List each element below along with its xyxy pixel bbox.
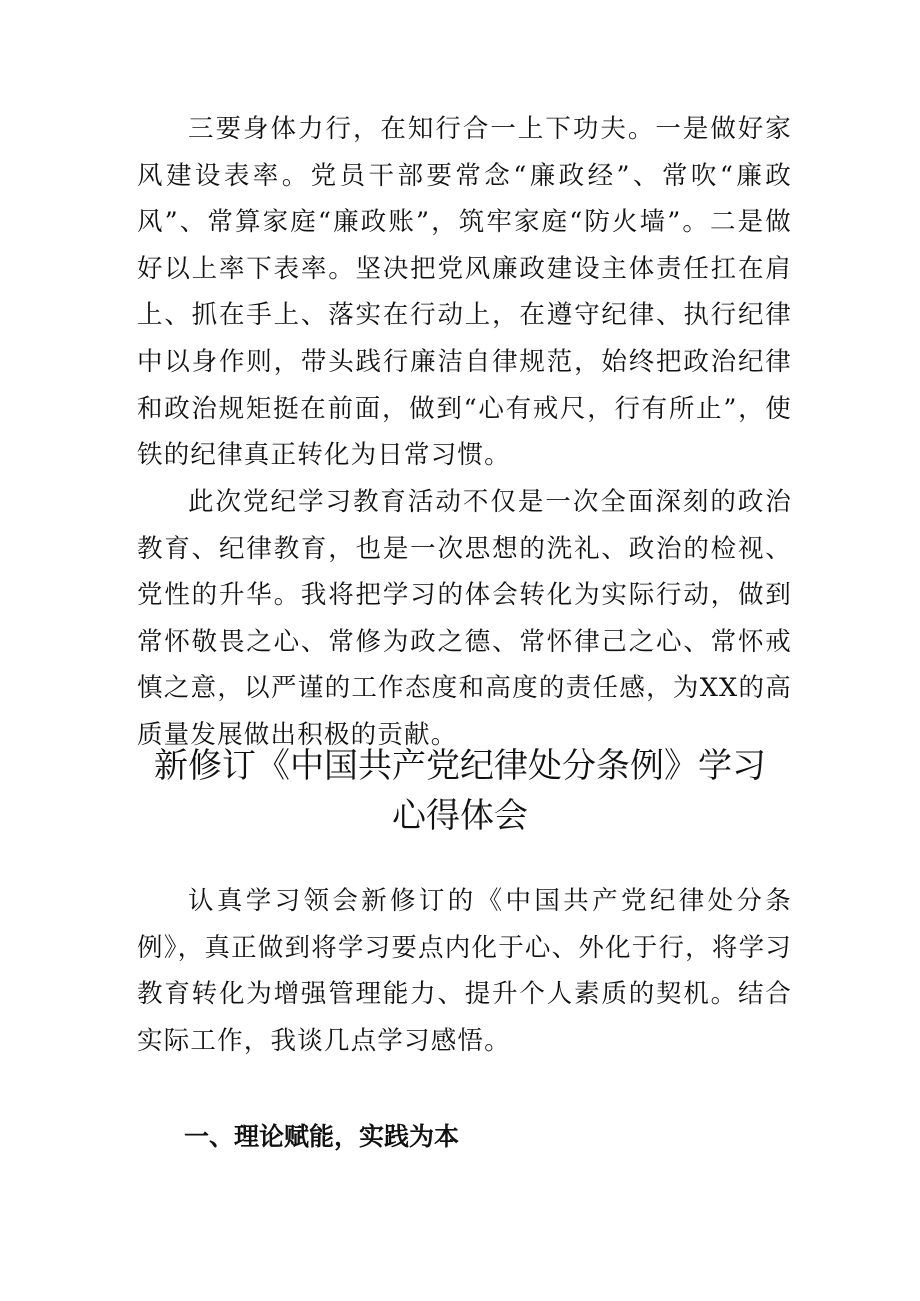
paragraph-closing-summary: 此次党纪学习教育活动不仅是一次全面深刻的政治教育、纪律教育，也是一次思想的洗礼、政治的检视、党性的升华。我将把学习的体会转化为实际行动，做到常怀敬畏之心、常修为政之德、常怀律己之心、常怀戒慎之意，以严谨的工作态度和高度的责任感，为XX的高质量发展做出积极的贡献。 (137, 487, 792, 750)
paragraph-family-discipline: 三要身体力行，在知行合一上下功夫。一是做好家风建设表率。党员干部要常念“廉政经”、常吹“廉政风”、常算家庭“廉政账”，筑牢家庭“防火墙”。二是做好以上率下表率。坚决把党风廉政建设主体责任扛在肩上、抓在手上、落实在行动上，在遵守纪律、执行纪律中以身作则，带头践行廉洁自律规范，始终把政治纪律和政治规矩挺在前面，做到“心有戒尺，行有所止”，使铁的纪律真正转化为日常习惯。 (137, 114, 792, 471)
article-title-line2: 心得体会 (392, 796, 528, 836)
section-heading: 一、理论赋能，实践为本 (184, 1122, 460, 1151)
article-title-line1: 新修订《中国共产党纪律处分条例》学习 (154, 746, 766, 786)
paragraph-intro: 认真学习领会新修订的《中国共产党纪律处分条例》，真正做到将学习要点内化于心、外化于行，将学习教育转化为增强管理能力、提升个人素质的契机。结合实际工作，我谈几点学习感悟。 (137, 886, 792, 1056)
